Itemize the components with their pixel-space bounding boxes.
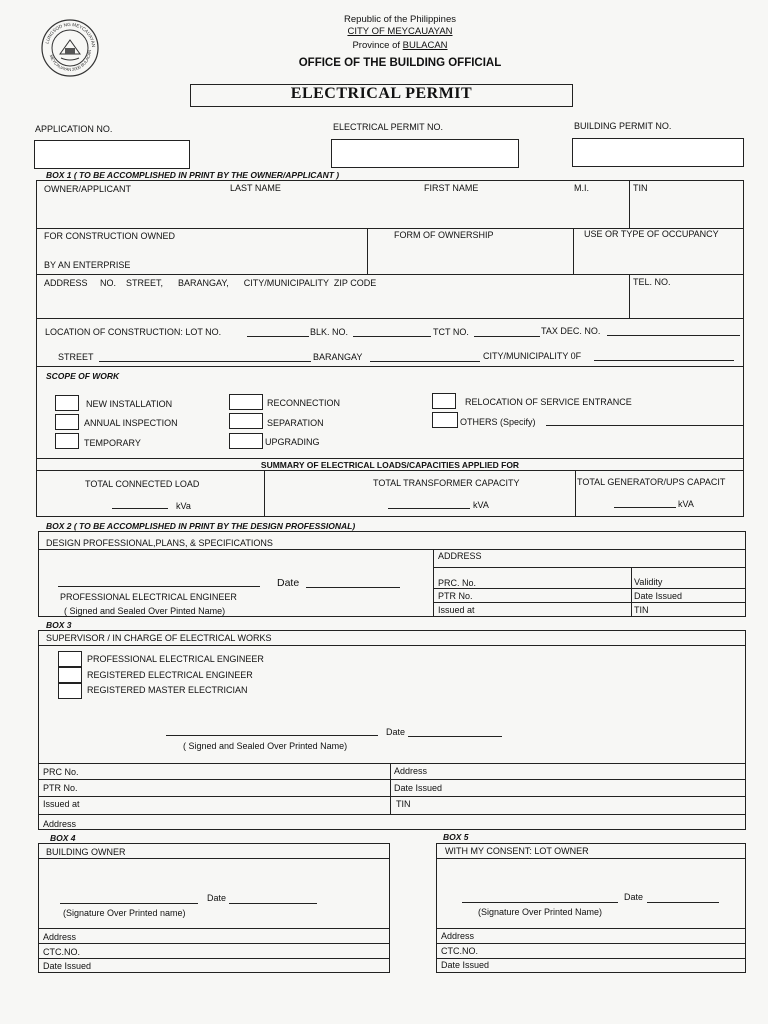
box3-address-label: Address <box>394 766 428 776</box>
box3-rme-checkbox[interactable] <box>58 683 82 699</box>
box5-ctc-label: CTC.NO. <box>441 946 478 956</box>
others-checkbox[interactable] <box>432 412 458 428</box>
location-lot-label: LOCATION OF CONSTRUCTION: LOT NO. <box>45 327 222 337</box>
reconnection-label: RECONNECTION <box>267 398 341 408</box>
upgrading-checkbox[interactable] <box>229 433 263 449</box>
box3-opt3-label: REGISTERED MASTER ELECTRICIAN <box>87 685 248 695</box>
new-installation-label: NEW INSTALLATION <box>86 399 173 409</box>
box3-address2-label: Address <box>43 819 77 829</box>
transformer-line[interactable] <box>388 508 470 509</box>
box3-tin-label: TIN <box>396 799 411 809</box>
tin-label: TIN <box>633 183 648 193</box>
connected-load-unit: kVa <box>176 501 191 511</box>
box3-signed-sealed: ( Signed and Sealed Over Printed Name) <box>183 741 348 751</box>
total-connected-load-label: TOTAL CONNECTED LOAD <box>85 479 200 489</box>
others-specify-line[interactable] <box>546 425 744 426</box>
street-line[interactable] <box>99 361 311 362</box>
office-title: OFFICE OF THE BUILDING OFFICIAL <box>298 57 502 69</box>
tax-dec-no-label: TAX DEC. NO. <box>541 326 601 336</box>
blk-no-line[interactable] <box>353 336 431 337</box>
annual-inspection-checkbox[interactable] <box>55 414 79 430</box>
box2-address-label: ADDRESS <box>438 551 482 561</box>
box3-issued-at-label: Issued at <box>43 799 80 809</box>
upgrading-label: UPGRADING <box>265 437 320 447</box>
box4-heading: BOX 4 <box>50 833 76 843</box>
total-transformer-label: TOTAL TRANSFORMER CAPACITY <box>373 478 520 488</box>
lot-no-line[interactable] <box>247 336 309 337</box>
box4-date-issued-label: Date Issued <box>43 961 92 971</box>
box3-opt1-label: PROFESSIONAL ELECTRICAL ENGINEER <box>87 654 264 664</box>
province-name: BULACAN <box>402 40 448 51</box>
tct-no-label: TCT NO. <box>433 327 469 337</box>
box2-pee-label: PROFESSIONAL ELECTRICAL ENGINEER <box>60 592 237 602</box>
building-permit-no-label: BUILDING PERMIT NO. <box>574 121 672 131</box>
box2-date-issued-label: Date Issued <box>634 591 683 601</box>
permit-title: ELECTRICAL PERMIT <box>290 85 473 102</box>
first-name-label: FIRST NAME <box>424 183 479 193</box>
province-label: Province of <box>352 40 400 51</box>
seal-bottom-text: MEYCAUAYAN 2006 BULACAN <box>48 49 93 73</box>
transformer-unit: kVA <box>473 500 489 510</box>
generator-line[interactable] <box>614 507 676 508</box>
annual-inspection-label: ANNUAL INSPECTION <box>84 418 178 428</box>
box1-heading: BOX 1 ( TO BE ACCOMPLISHED IN PRINT BY THE OWNER/APPLICANT ) <box>46 170 340 180</box>
street-label: STREET <box>58 352 94 362</box>
building-permit-no-field[interactable] <box>572 138 744 167</box>
tct-no-line[interactable] <box>474 336 540 337</box>
box2-date-label: Date <box>277 577 300 589</box>
box4-signature-line[interactable] <box>60 903 198 904</box>
box2-ptr-no-label: PTR No. <box>438 591 473 601</box>
box4-ctc-label: CTC.NO. <box>43 947 80 957</box>
box3-signature-line[interactable] <box>166 735 378 736</box>
tel-no-label: TEL. NO. <box>633 277 671 287</box>
summary-heading: SUMMARY OF ELECTRICAL LOADS/CAPACITIES APPLIED FOR <box>260 460 520 470</box>
barangay-label: BARANGAY <box>313 352 363 362</box>
mi-label: M.I. <box>574 183 589 193</box>
electrical-permit-no-label: ELECTRICAL PERMIT NO. <box>333 122 444 132</box>
box3-date-issued-label: Date Issued <box>394 783 443 793</box>
box2-signature-line[interactable] <box>58 586 260 587</box>
box5-signature-line[interactable] <box>462 902 618 903</box>
design-professional-label: DESIGN PROFESSIONAL,PLANS, & SPECIFICATIONS <box>46 538 273 548</box>
box4-building-owner-label: BUILDING OWNER <box>46 847 126 857</box>
box3-date-line[interactable] <box>408 736 502 737</box>
owner-applicant-label: OWNER/APPLICANT <box>44 184 132 194</box>
republic-line: Republic of the Philippines <box>344 14 456 25</box>
box2-prc-no-label: PRC. No. <box>438 578 477 588</box>
form-of-ownership-label: FORM OF OWNERSHIP <box>394 230 494 240</box>
application-no-field[interactable] <box>34 140 190 169</box>
seal-top-text: LUNGSOD NG MEYCAUAYAN <box>44 21 97 48</box>
box2-signed-sealed: ( Signed and Sealed Over Pinted Name) <box>64 606 226 616</box>
box5-date-issued-label: Date Issued <box>441 960 490 970</box>
box4-date-line[interactable] <box>229 903 317 904</box>
box3-prc-no-label: PRC No. <box>43 767 79 777</box>
box5-signature-caption: (Signature Over Printed Name) <box>478 907 603 917</box>
city-municipality-label: CITY/MUNICIPALITY 0F <box>483 351 582 361</box>
barangay-line[interactable] <box>370 361 480 362</box>
relocation-label: RELOCATION OF SERVICE ENTRANCE <box>465 397 632 407</box>
box3-supervisor-label: SUPERVISOR / IN CHARGE OF ELECTRICAL WORKS <box>46 633 272 643</box>
box3-date-label: Date <box>386 727 406 737</box>
box3-opt2-label: REGISTERED ELECTRICAL ENGINEER <box>87 670 253 680</box>
province-line <box>0 40 768 51</box>
new-installation-checkbox[interactable] <box>55 395 79 411</box>
address-label: ADDRESS NO. STREET, BARANGAY, CITY/MUNICIPALITY ZIP CODE <box>44 278 377 288</box>
box5-date-line[interactable] <box>647 902 719 903</box>
application-no-label: APPLICATION NO. <box>35 124 113 134</box>
connected-load-line[interactable] <box>112 508 168 509</box>
city-municipality-line[interactable] <box>594 360 734 361</box>
box5-heading: BOX 5 <box>443 832 469 842</box>
box3-ptr-no-label: PTR No. <box>43 783 78 793</box>
relocation-checkbox[interactable] <box>432 393 456 409</box>
separation-label: SEPARATION <box>267 418 324 428</box>
tax-dec-no-line[interactable] <box>607 335 740 336</box>
box2-date-line[interactable] <box>306 587 400 588</box>
by-enterprise-label: BY AN ENTERPRISE <box>44 260 131 270</box>
construction-owned-label: FOR CONSTRUCTION OWNED <box>44 231 175 241</box>
generator-unit: kVA <box>678 499 694 509</box>
temporary-checkbox[interactable] <box>55 433 79 449</box>
scope-of-work-label: SCOPE OF WORK <box>46 371 120 381</box>
city-line: CITY OF MEYCAUAYAN <box>347 26 453 37</box>
last-name-label: LAST NAME <box>230 183 281 193</box>
box2-issued-at-label: Issued at <box>438 605 475 615</box>
box3-ree-checkbox[interactable] <box>58 667 82 683</box>
blk-no-label: BLK. NO. <box>310 327 349 337</box>
box3-pee-checkbox[interactable] <box>58 651 82 667</box>
box2-heading: BOX 2 ( TO BE ACCOMPLISHED IN PRINT BY THE DESIGN PROFESSIONAL) <box>46 521 356 531</box>
box4-signature-caption: (Signature Over Printed name) <box>63 908 186 918</box>
use-type-occupancy-label: USE OR TYPE OF OCCUPANCY <box>584 229 719 239</box>
box5-date-label: Date <box>624 892 644 902</box>
box4-date-label: Date <box>207 893 227 903</box>
box4-address-label: Address <box>43 932 77 942</box>
box3-heading: BOX 3 <box>46 620 72 630</box>
reconnection-checkbox[interactable] <box>229 394 263 410</box>
total-generator-label: TOTAL GENERATOR/UPS CAPACIT <box>577 477 726 487</box>
box5-consent-label: WITH MY CONSENT: LOT OWNER <box>445 846 589 856</box>
box2-tin-label: TIN <box>634 605 649 615</box>
box5-address-label: Address <box>441 931 475 941</box>
separation-checkbox[interactable] <box>229 413 263 429</box>
temporary-label: TEMPORARY <box>84 438 141 448</box>
box2-validity-label: Validity <box>634 577 663 587</box>
electrical-permit-no-field[interactable] <box>331 139 519 168</box>
others-label: OTHERS (Specify) <box>460 417 536 427</box>
